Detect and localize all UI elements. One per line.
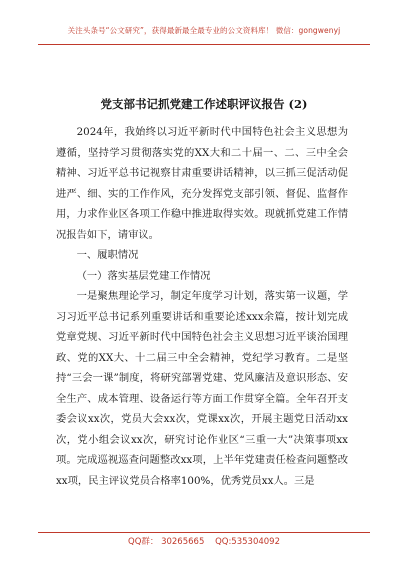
footer-qq-number: QQ:535304092 <box>215 537 280 547</box>
header-note: 关注头条号“公文研究”，获得最新最全最专业的公文资料库！ 微信：gongwenyj <box>67 26 341 35</box>
footer-divider <box>38 532 370 533</box>
document-body <box>56 122 348 491</box>
footer-contact <box>0 535 408 547</box>
section-heading: 一、履职情况 <box>76 249 139 261</box>
document-title: 党支部书记抓党建工作述职评议报告 (2) <box>100 97 308 111</box>
footer-qq-group: QQ群： 30265665 <box>128 537 205 547</box>
body-paragraph: 一是聚焦理论学习，制定年度学习计划，落实第一议题，学习习近平总书记系列重要讲话和重要论述xxx余篇，按计划完成党章党规、习近平新时代中国特色社会主义思想习近平谈治国理政、党的XX大、十二届三中全会精神，党纪学习教育。二是坚持“三会一课”制度，将研究部署党建、党风廉洁及意识形态、安全生产、成本管理、设备运行等方面工作贯穿全篇。全年召开支委会议xx次，党员大会xx次，党课xx次，开展主题党日活动xx次，党小组会议xx次，研究讨论作业区“三重一大”决策事项xx项。完成巡视巡查问题整改xx项，上半年党建责任检查问题整改xx项，民主评议党员合格率100%，优秀党员xx人。三是 <box>56 290 348 487</box>
subsection-heading: （一）落实基层党建工作情况 <box>76 269 211 282</box>
header-divider <box>38 44 370 45</box>
intro-paragraph: 2024年，我始终以习近平新时代中国特色社会主义思想为遵循，坚持学习贯彻落实党的XX大和二十届一、二、三中全会精神、习近平总书记视察甘肃重要讲话精神，以三抓三促活动促进严、细、实的工作作风，充分发挥党支部引领、督促、监督作用，力求作业区各项工作稳中推进取得实效。现就抓党建工作情况报告如下，请审议。 <box>56 126 348 241</box>
